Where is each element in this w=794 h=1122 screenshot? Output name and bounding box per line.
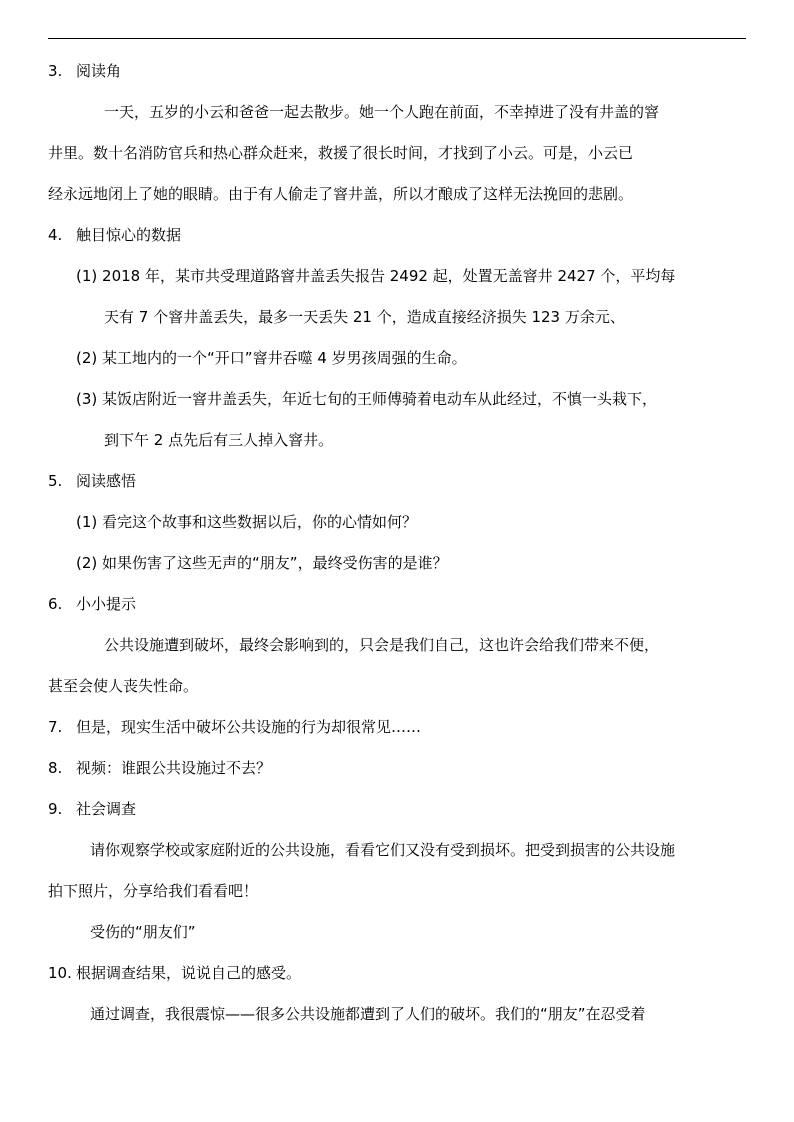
document-body bbox=[48, 56, 746, 1040]
reflection-question: (1) 看完这个故事和这些数据以后，你的心情如何？ bbox=[76, 513, 418, 531]
feeling-line: 通过调查，我很震惊——很多公共设施都遭到了人们的破坏。我们的“朋友”在忍受着 bbox=[90, 1005, 646, 1023]
item-heading-10: 10. 根据调查结果，说说自己的感受。 bbox=[48, 964, 302, 982]
survey-caption: 受伤的“朋友们” bbox=[90, 923, 196, 941]
survey-line: 拍下照片，分享给我们看看吧！ bbox=[48, 882, 259, 900]
item-heading-5: 5. 阅读感悟 bbox=[48, 472, 137, 490]
item-heading-7: 7. 但是，现实生活中破坏公共设施的行为却很常见…… bbox=[48, 718, 422, 736]
story-line: 经永远地闭上了她的眼睛。由于有人偷走了窨井盖，所以才酿成了这样无法挽回的悲剧。 bbox=[48, 185, 634, 203]
item-heading-8: 8. 视频：谁跟公共设施过不去？ bbox=[48, 759, 272, 777]
data-point: (3) 某饭店附近一窨井盖丢失，年近七旬的王师傅骑着电动车从此经过，不慎一头栽下， bbox=[76, 390, 658, 408]
data-point-continuation: 到下午 2 点先后有三人掉入窨井。 bbox=[104, 431, 334, 449]
story-line: 井里。数十名消防官兵和热心群众赶来，救援了很长时间，才找到了小云。可是，小云已 bbox=[48, 144, 634, 162]
story-line: 一天，五岁的小云和爸爸一起去散步。她一个人跑在前面，不幸掉进了没有井盖的窨 bbox=[104, 103, 660, 121]
data-point: (2) 某工地内的一个“开口”窨井吞噬 4 岁男孩周强的生命。 bbox=[76, 349, 467, 367]
data-point: (1) 2018 年，某市共受理道路窨井盖丢失报告 2492 起，处置无盖窨井 2427 个，平均每 bbox=[76, 267, 676, 285]
item-heading-4: 4. 触目惊心的数据 bbox=[48, 226, 182, 244]
item-heading-9: 9. 社会调查 bbox=[48, 800, 137, 818]
data-point-continuation: 天有 7 个窨井盖丢失，最多一天丢失 21 个，造成直接经济损失 123 万余元、 bbox=[104, 308, 625, 326]
survey-line: 请你观察学校或家庭附近的公共设施，看看它们又没有受到损坏。把受到损害的公共设施 bbox=[90, 841, 676, 859]
item-heading-6: 6. 小小提示 bbox=[48, 595, 137, 613]
reflection-question: (2) 如果伤害了这些无声的“朋友”，最终受伤害的是谁？ bbox=[76, 554, 448, 572]
tip-line: 甚至会使人丧失性命。 bbox=[48, 677, 199, 695]
tip-line: 公共设施遭到破坏，最终会影响到的，只会是我们自己，这也许会给我们带来不便， bbox=[104, 636, 660, 654]
header-rule bbox=[48, 38, 746, 39]
item-heading-3: 3. 阅读角 bbox=[48, 62, 122, 80]
